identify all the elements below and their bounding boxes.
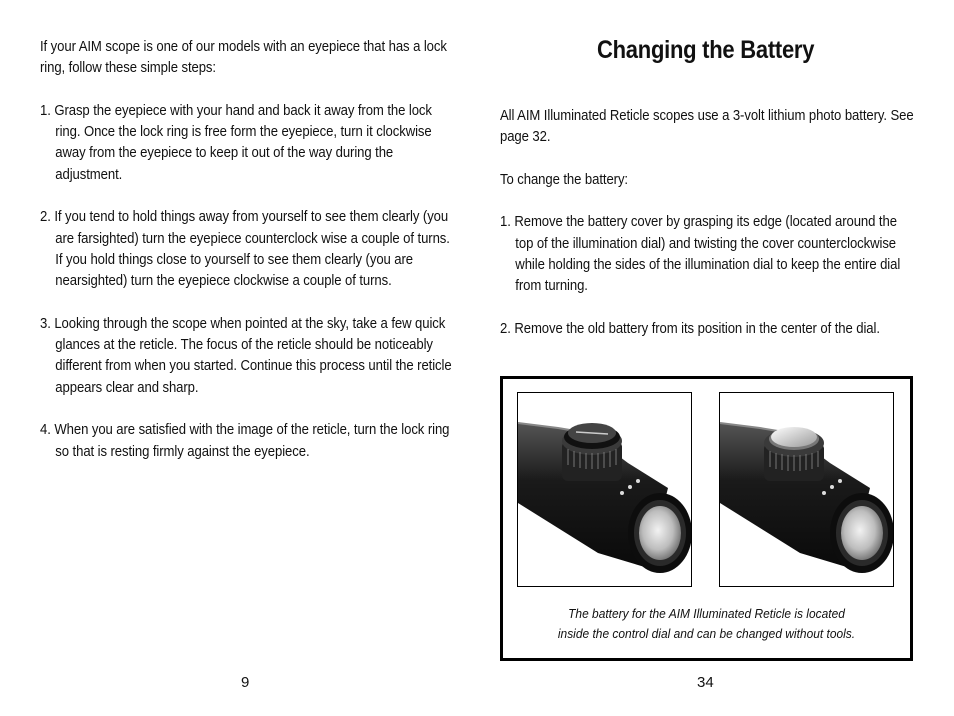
eyepiece-intro: If your AIM scope is one of our models with an eyepiece that has a lock ring, follow these simple steps: xyxy=(40,39,447,77)
left-page-body xyxy=(40,37,454,484)
right-page xyxy=(477,0,954,716)
eyepiece-step-3: 3. Looking through the scope when pointed at the sky, take a few quick glances at the reticle. The focus of the reticle should be noticeably different from when you started. Continue this process until the reticle appears clear and sharp. xyxy=(40,315,452,396)
figure-caption-line-2: inside the control dial and can be changed without tools. xyxy=(557,626,856,641)
scope-dial-cap-on-photo xyxy=(517,392,692,587)
eyepiece-step-2: 2. If you tend to hold things away from yourself to see them clearly (you are farsighted) turn the eyepiece counterclock wise a couple of turns. If you hold things close to yourself to see them clearly (you are nearsighted) turn the eyepiece clockwise a couple of turns. xyxy=(40,209,450,290)
page-title: Changing the Battery xyxy=(597,36,815,64)
battery-intro: All AIM Illuminated Reticle scopes use a 3-volt lithium photo battery. See page 32. xyxy=(500,108,914,146)
battery-figure xyxy=(500,376,913,661)
battery-lead: To change the battery: xyxy=(500,171,628,188)
scope-battery-illustration xyxy=(720,393,893,586)
battery-step-1: 1. Remove the battery cover by grasping its edge (located around the top of the illumination dial) and twisting the cover counterclockwise while holding the sides of the illumination dial to keep the entire dial from turning. xyxy=(500,214,901,295)
figure-caption xyxy=(503,604,910,644)
figure-caption-line-1: The battery for the AIM Illuminated Reticle is located xyxy=(568,606,845,621)
left-page-number: 9 xyxy=(241,674,250,691)
scope-dial-battery-exposed-photo xyxy=(719,392,894,587)
eyepiece-step-1: 1. Grasp the eyepiece with your hand and back it away from the lock ring. Once the lock ring is free form the eyepiece, turn it clockwise away from the eyepiece to keep it out of the way during the adjustment. xyxy=(40,102,432,183)
right-page-body xyxy=(500,106,914,362)
scope-cap-on-illustration xyxy=(518,393,691,586)
right-page-number: 34 xyxy=(697,674,714,691)
eyepiece-step-4: 4. When you are satisfied with the image of the reticle, turn the lock ring so that is resting firmly against the eyepiece. xyxy=(40,422,450,460)
battery-step-2: 2. Remove the old battery from its position in the center of the dial. xyxy=(500,320,880,337)
